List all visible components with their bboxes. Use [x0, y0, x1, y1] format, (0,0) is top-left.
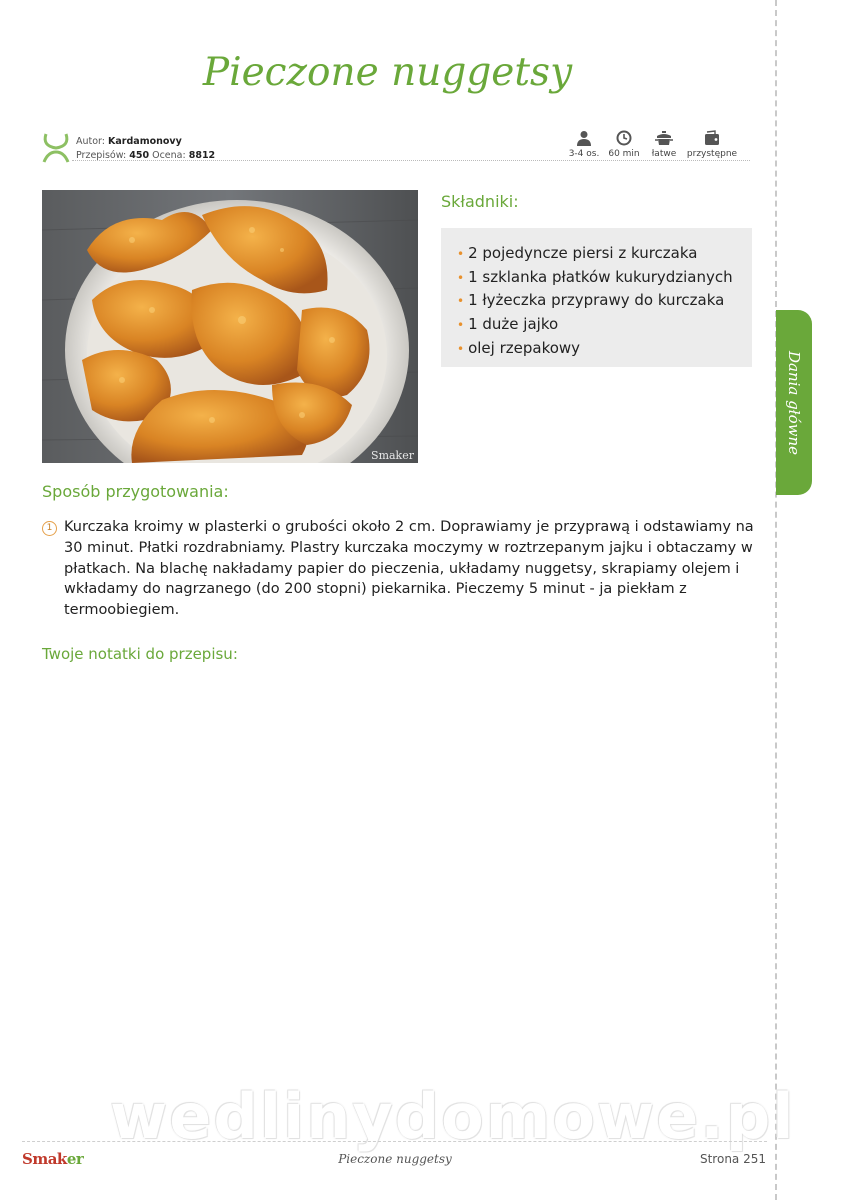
recipes-label: Przepisów:	[76, 150, 127, 161]
step-number: 1	[42, 521, 57, 536]
recipe-photo	[42, 190, 418, 463]
author-label: Autor:	[76, 136, 105, 147]
ingredient-text: 1 łyżeczka przyprawy do kurczaka	[468, 291, 725, 310]
stat-difficulty-label: łatwe	[651, 149, 677, 159]
recipe-meta	[42, 130, 750, 164]
step-text: Kurczaka kroimy w plasterki o grubości około 2 cm. Doprawiamy je przyprawą i odstawiamy na 30 minut. Płatki rozdrabniamy. Plastry kurczaka moczymy w roztrzepanym jajku i obtaczamy w płatkach. Na blachę nakładamy papier do pieczenia, układamy nuggetsy, skrapiamy olejem i wkładamy do nagrzanego (do 200 stopni) piekarnika. Pieczemy 5 minut - ja piekłam z termoobiegiem.	[64, 519, 754, 619]
pot-icon	[655, 130, 673, 146]
category-tab-label: Dania główne	[785, 350, 803, 455]
ingredients-list	[441, 228, 752, 361]
rating-value: 8812	[188, 150, 216, 161]
ingredient-text: 1 szklanka płatków kukurydzianych	[468, 267, 733, 286]
ingredient-item	[457, 266, 752, 290]
author-info	[76, 135, 215, 163]
bullet-icon: •	[457, 294, 465, 309]
bullet-icon: •	[457, 318, 465, 333]
footer-title: Pieczone nuggetsy	[338, 1152, 452, 1166]
category-tab[interactable]	[776, 310, 812, 495]
notes-heading: Twoje notatki do przepisu:	[42, 645, 238, 663]
preparation-heading: Sposób przygotowania:	[42, 482, 229, 501]
ingredients-heading: Składniki:	[441, 192, 519, 211]
ingredients-box	[441, 228, 752, 367]
ingredient-item	[457, 242, 752, 266]
stat-cost-label: przystępne	[686, 149, 738, 159]
meta-divider	[72, 160, 750, 161]
bullet-icon: •	[457, 341, 465, 356]
person-icon	[576, 130, 592, 146]
wallet-icon	[704, 130, 720, 146]
ingredient-text: 1 duże jajko	[468, 315, 559, 334]
ingredient-item	[457, 313, 752, 337]
footer-logo-main: Smak	[22, 1150, 67, 1168]
footer-divider	[22, 1141, 767, 1142]
stat-cost	[682, 130, 742, 159]
recipe-title: Pieczone nuggetsy	[202, 50, 573, 95]
stat-time-label: 60 min	[608, 149, 640, 159]
ingredient-text: 2 pojedyncze piersi z kurczaka	[468, 244, 698, 262]
page-number: Strona 251	[699, 1152, 766, 1166]
bullet-icon: •	[457, 247, 465, 261]
photo-watermark: Smaker	[371, 449, 414, 462]
footer-logo-accent: er	[66, 1150, 84, 1168]
ingredient-text: olej rzepakowy	[468, 338, 581, 357]
stat-servings-label: 3-4 os.	[568, 149, 600, 159]
ingredient-item	[457, 289, 752, 313]
cut-line	[775, 0, 777, 1200]
bullet-icon: •	[457, 270, 465, 285]
rating-label: Ocena:	[152, 150, 186, 161]
recipes-count: 450	[129, 150, 150, 161]
author-logo-icon	[42, 132, 70, 164]
clock-icon	[616, 130, 632, 146]
author-name[interactable]: Kardamonovy	[108, 136, 182, 147]
ingredient-item	[457, 337, 752, 361]
site-watermark: wedlinydomowe.pl	[110, 1080, 796, 1153]
